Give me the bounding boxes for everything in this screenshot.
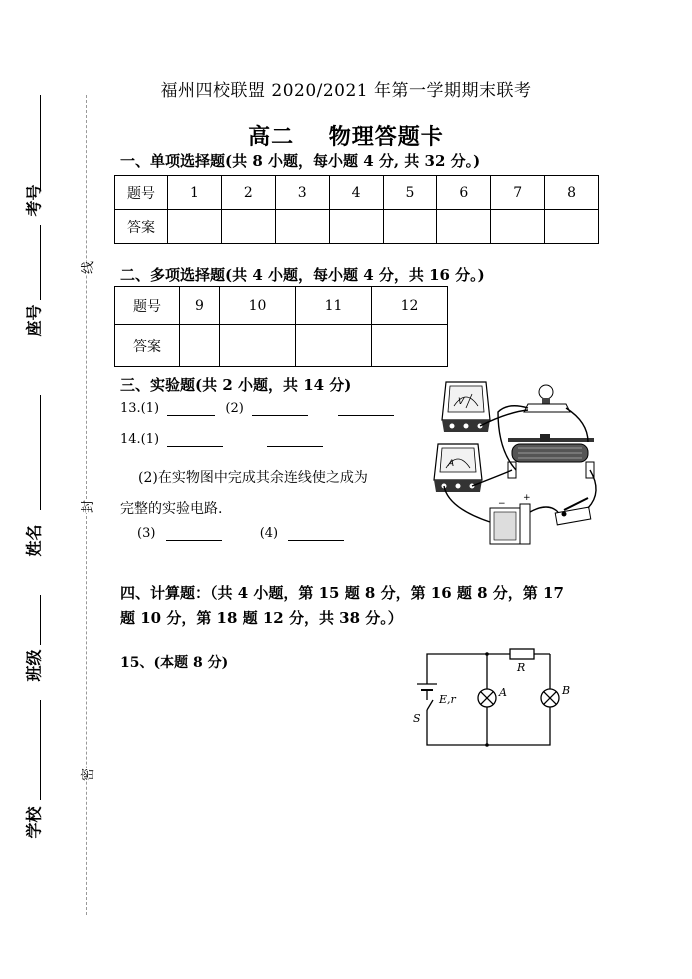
seat-number-line bbox=[40, 395, 41, 510]
q14-blank-1[interactable] bbox=[167, 431, 223, 447]
s2-num: 10 bbox=[220, 287, 296, 325]
label-B: B bbox=[562, 684, 571, 697]
circuit-diagram bbox=[405, 640, 585, 755]
lamp-icon bbox=[524, 385, 570, 412]
section2-answer-table bbox=[114, 286, 448, 367]
s2-answer-label: 答案 bbox=[115, 325, 180, 367]
class-line bbox=[40, 700, 41, 800]
s2-num: 12 bbox=[372, 287, 448, 325]
q13-blank-2[interactable] bbox=[252, 400, 308, 416]
s1-answer-cell[interactable] bbox=[545, 210, 599, 244]
battery-minus-label: − bbox=[498, 499, 506, 509]
s1-header-label: 题号 bbox=[115, 176, 168, 210]
experiment-apparatus[interactable] bbox=[428, 372, 618, 552]
section4-title-line1: 四、计算题：（共 4 小题，第 15 题 8 分，第 16 题 8 分，第 17 bbox=[120, 584, 564, 602]
s2-answer-cell[interactable] bbox=[296, 325, 372, 367]
s1-answer-cell[interactable] bbox=[491, 210, 545, 244]
s1-num: 1 bbox=[168, 176, 222, 210]
q14-2-text-line1: (2)在实物图中完成其余连线使之成为 bbox=[138, 470, 368, 486]
s1-num: 5 bbox=[383, 176, 437, 210]
s1-answer-cell[interactable] bbox=[383, 210, 437, 244]
section1-answer-table bbox=[114, 175, 599, 244]
field-name: 姓名 bbox=[24, 524, 44, 557]
q14-3-4-line bbox=[137, 525, 344, 541]
q13-blank-1[interactable] bbox=[167, 400, 215, 416]
s2-answer-cell[interactable] bbox=[180, 325, 220, 367]
resistor-R bbox=[510, 649, 534, 659]
s2-header-label: 题号 bbox=[115, 287, 180, 325]
name-line bbox=[40, 595, 41, 645]
exam-subtitle: 福州四校联盟 2020/2021 年第一学期期末联考 bbox=[160, 81, 532, 101]
q14-4-blank[interactable] bbox=[288, 525, 344, 541]
s1-answer-cell[interactable] bbox=[437, 210, 491, 244]
seal-char-line: 线 bbox=[77, 261, 96, 274]
battery-plus-label: + bbox=[523, 493, 531, 503]
q14-3-label: (3) bbox=[137, 526, 156, 541]
q13-prefix: 13.(1) bbox=[120, 401, 160, 416]
s1-answer-label: 答案 bbox=[115, 210, 168, 244]
s1-answer-cell[interactable] bbox=[329, 210, 383, 244]
s2-num: 11 bbox=[296, 287, 372, 325]
field-class: 班级 bbox=[24, 649, 44, 682]
s2-answer-cell[interactable] bbox=[372, 325, 448, 367]
battery-icon bbox=[490, 493, 531, 544]
q14-3-blank[interactable] bbox=[166, 525, 222, 541]
label-R: R bbox=[517, 661, 526, 674]
q13-blank-3[interactable] bbox=[338, 400, 394, 416]
field-exam-number: 考号 bbox=[24, 184, 44, 217]
switch-icon bbox=[555, 498, 591, 525]
s1-answer-cell[interactable] bbox=[168, 210, 222, 244]
q15-title: 15、(本题 8 分) bbox=[120, 655, 229, 671]
section4-title-line2: 题 10 分，第 18 题 12 分，共 38 分。） bbox=[120, 609, 403, 627]
field-school: 学校 bbox=[24, 806, 44, 839]
q14-line bbox=[120, 431, 323, 447]
s1-num: 2 bbox=[221, 176, 275, 210]
label-S: S bbox=[413, 712, 421, 725]
s1-num: 8 bbox=[545, 176, 599, 210]
s1-num: 3 bbox=[275, 176, 329, 210]
section2-title: 二、多项选择题(共 4 小题，每小题 4 分，共 16 分。) bbox=[120, 266, 485, 284]
ammeter-label: A bbox=[448, 459, 455, 469]
s1-num: 6 bbox=[437, 176, 491, 210]
q13-line bbox=[120, 400, 394, 416]
s2-answer-cell[interactable] bbox=[220, 325, 296, 367]
q13-part2: (2) bbox=[225, 401, 244, 416]
section3-title: 三、实验题(共 2 小题，共 14 分) bbox=[120, 376, 352, 394]
exam-number-line bbox=[40, 225, 41, 300]
label-A: A bbox=[499, 686, 507, 699]
s1-answer-cell[interactable] bbox=[275, 210, 329, 244]
q14-prefix: 14.(1) bbox=[120, 432, 160, 447]
seal-char-seal: 封 bbox=[77, 500, 96, 513]
q14-2-text-line2: 完整的实验电路. bbox=[120, 501, 223, 517]
section1-title: 一、单项选择题(共 8 小题，每小题 4 分, 共 32 分。) bbox=[120, 152, 481, 170]
voltmeter-label: V bbox=[458, 397, 465, 407]
label-E: E,r bbox=[439, 693, 456, 706]
q14-blank-2[interactable] bbox=[267, 431, 323, 447]
s1-num: 7 bbox=[491, 176, 545, 210]
rheostat-icon bbox=[508, 434, 594, 478]
q14-4-label: (4) bbox=[259, 526, 279, 541]
s2-num: 9 bbox=[180, 287, 220, 325]
page-title: 高二 物理答题卡 bbox=[248, 124, 444, 150]
s1-answer-cell[interactable] bbox=[221, 210, 275, 244]
field-seat-number: 座号 bbox=[24, 304, 44, 337]
s1-num: 4 bbox=[329, 176, 383, 210]
seal-char-secret: 密 bbox=[77, 768, 96, 781]
